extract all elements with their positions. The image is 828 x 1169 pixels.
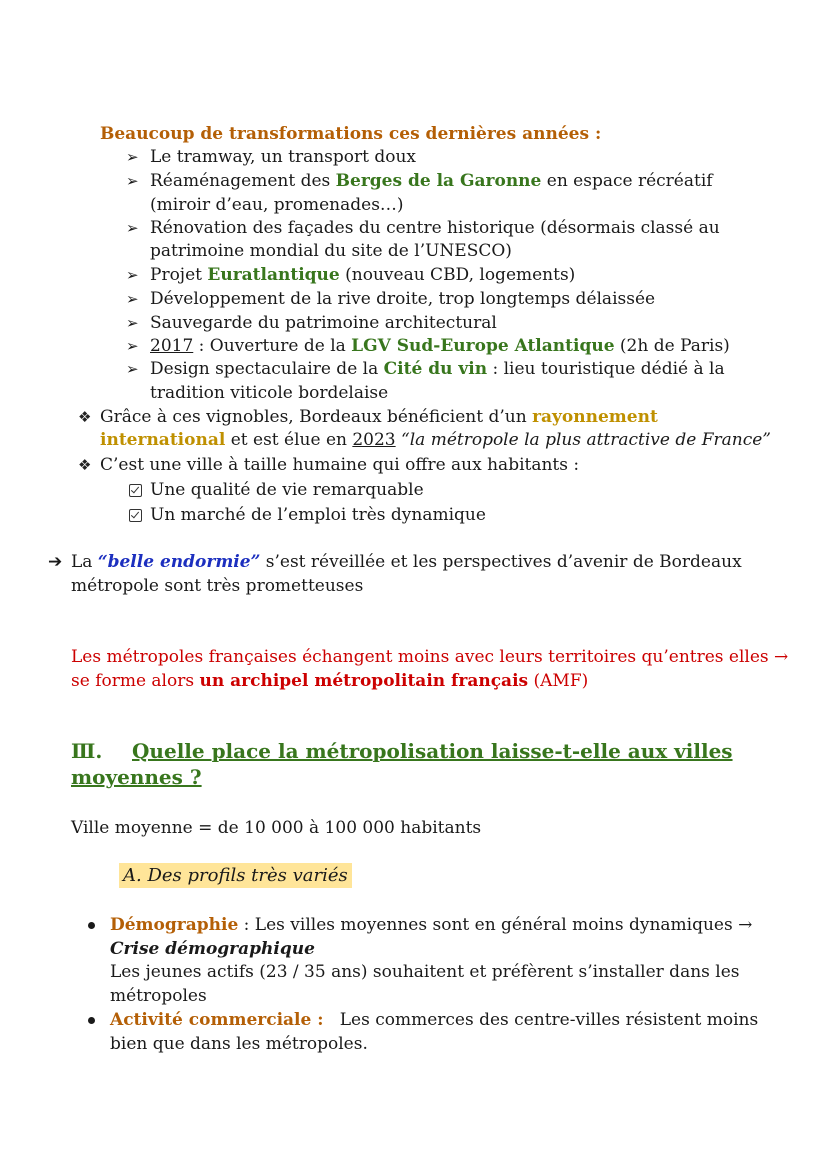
item-text: : Les villes moyennes sont en général moins dynamiques → — [238, 915, 753, 935]
bullet-label: Démographie — [110, 915, 239, 935]
diamond-item: C’est une ville à taille humaine qui offre aux habitants : — [100, 455, 580, 475]
diamond-bullet-icon: ❖ — [78, 456, 92, 474]
conclusion-line — [71, 551, 742, 574]
amf-line-2 — [71, 670, 588, 693]
highlighted-subheading: A. Des profils très variés — [119, 863, 352, 888]
year-underlined: 2017 — [150, 336, 194, 356]
item-text: Design spectaculaire de la — [150, 359, 384, 379]
item-text: La — [71, 552, 98, 572]
item-highlight: “belle endormie” — [97, 552, 261, 572]
conclusion-continuation: métropole sont très prometteuses — [71, 576, 364, 596]
list-item — [150, 170, 713, 193]
item-text: Grâce à ces vignobles, Bordeaux bénéficient d’un — [100, 407, 533, 427]
item-highlight: LGV Sud-Europe Atlantique — [351, 336, 615, 356]
bullet-emphasis: Crise démographique — [110, 939, 315, 959]
list-item — [150, 264, 575, 287]
diamond-item-continuation — [100, 429, 771, 452]
item-text: Réaménagement des — [150, 171, 336, 191]
arrowhead-bullet-icon: ➢ — [126, 360, 139, 378]
arrowhead-bullet-icon: ➢ — [126, 314, 139, 332]
section-title-continuation: moyennes ? — [71, 765, 202, 789]
item-highlight: international — [100, 430, 226, 450]
bullet-item — [110, 1009, 758, 1032]
section-title-transformations: Beaucoup de transformations ces dernières années : — [100, 124, 602, 144]
list-item-continuation: tradition viticole bordelaise — [150, 383, 389, 403]
item-text: (AMF) — [528, 671, 589, 691]
list-item-continuation: (miroir d’eau, promenades…) — [150, 195, 404, 215]
item-text: et est élue en — [225, 430, 353, 450]
checkbox-checked-icon — [129, 484, 142, 497]
item-highlight: Berges de la Garonne — [335, 171, 542, 191]
item-text: : lieu touristique dédié à la — [487, 359, 725, 379]
item-highlight: rayonnement — [532, 407, 658, 427]
year-underlined: 2023 — [352, 430, 396, 450]
subheading-a — [119, 864, 352, 887]
arrowhead-bullet-icon: ➢ — [126, 219, 139, 237]
definition-line: Ville moyenne = de 10 000 à 100 000 habitants — [71, 818, 482, 838]
item-highlight: un archipel métropolitain français — [199, 671, 529, 691]
item-text: (nouveau CBD, logements) — [339, 265, 576, 285]
item-text: : Ouverture de la — [193, 336, 352, 356]
bullet-continuation: métropoles — [110, 986, 207, 1006]
item-text: en espace récréatif — [541, 171, 713, 191]
quote-text: “la métropole la plus attractive de France” — [395, 430, 772, 450]
item-text: Les commerces des centre-villes résistent moins — [323, 1010, 759, 1030]
item-text: se forme alors — [71, 671, 200, 691]
arrowhead-bullet-icon: ➢ — [126, 172, 139, 190]
list-item — [150, 358, 725, 381]
list-item — [150, 335, 730, 358]
section-title: Quelle place la métropolisation laisse-t-elle aux villes — [132, 739, 733, 763]
list-item: Développement de la rive droite, trop longtemps délaissée — [150, 289, 656, 309]
checklist-item: Un marché de l’emploi très dynamique — [150, 505, 486, 525]
bullet-dot-icon — [88, 922, 95, 929]
arrowhead-bullet-icon: ➢ — [126, 337, 139, 355]
item-text: Projet — [150, 265, 208, 285]
bullet-label: Activité commerciale : — [110, 1010, 324, 1030]
bullet-continuation: Les jeunes actifs (23 / 35 ans) souhaitent et préfèrent s’installer dans les — [110, 962, 740, 982]
list-item: Rénovation des façades du centre historique (désormais classé au — [150, 218, 720, 238]
item-text: s’est réveillée et les perspectives d’avenir de Bordeaux — [260, 552, 742, 572]
item-text: (2h de Paris) — [614, 336, 730, 356]
arrowhead-bullet-icon: ➢ — [126, 148, 139, 166]
bullet-continuation: bien que dans les métropoles. — [110, 1034, 368, 1054]
amf-line-1: Les métropoles françaises échangent moins avec leurs territoires qu’entres elles → — [71, 647, 789, 667]
list-item — [150, 146, 416, 169]
checklist-item: Une qualité de vie remarquable — [150, 480, 424, 500]
item-highlight: Euratlantique — [207, 265, 340, 285]
arrow-right-icon: ➔ — [48, 552, 63, 572]
list-item-continuation: patrimoine mondial du site de l’UNESCO) — [150, 241, 512, 261]
list-item: Sauvegarde du patrimoine architectural — [150, 313, 497, 333]
bullet-dot-icon — [88, 1017, 95, 1024]
section-number: Ⅲ. — [71, 739, 103, 763]
diamond-item — [100, 406, 658, 429]
arrowhead-bullet-icon: ➢ — [126, 266, 139, 284]
diamond-bullet-icon: ❖ — [78, 408, 92, 426]
arrowhead-bullet-icon: ➢ — [126, 290, 139, 308]
checkbox-checked-icon — [129, 509, 142, 522]
item-text: Le tramway, un transport doux — [150, 147, 417, 167]
item-highlight: Cité du vin — [383, 359, 488, 379]
bullet-item — [110, 914, 752, 937]
